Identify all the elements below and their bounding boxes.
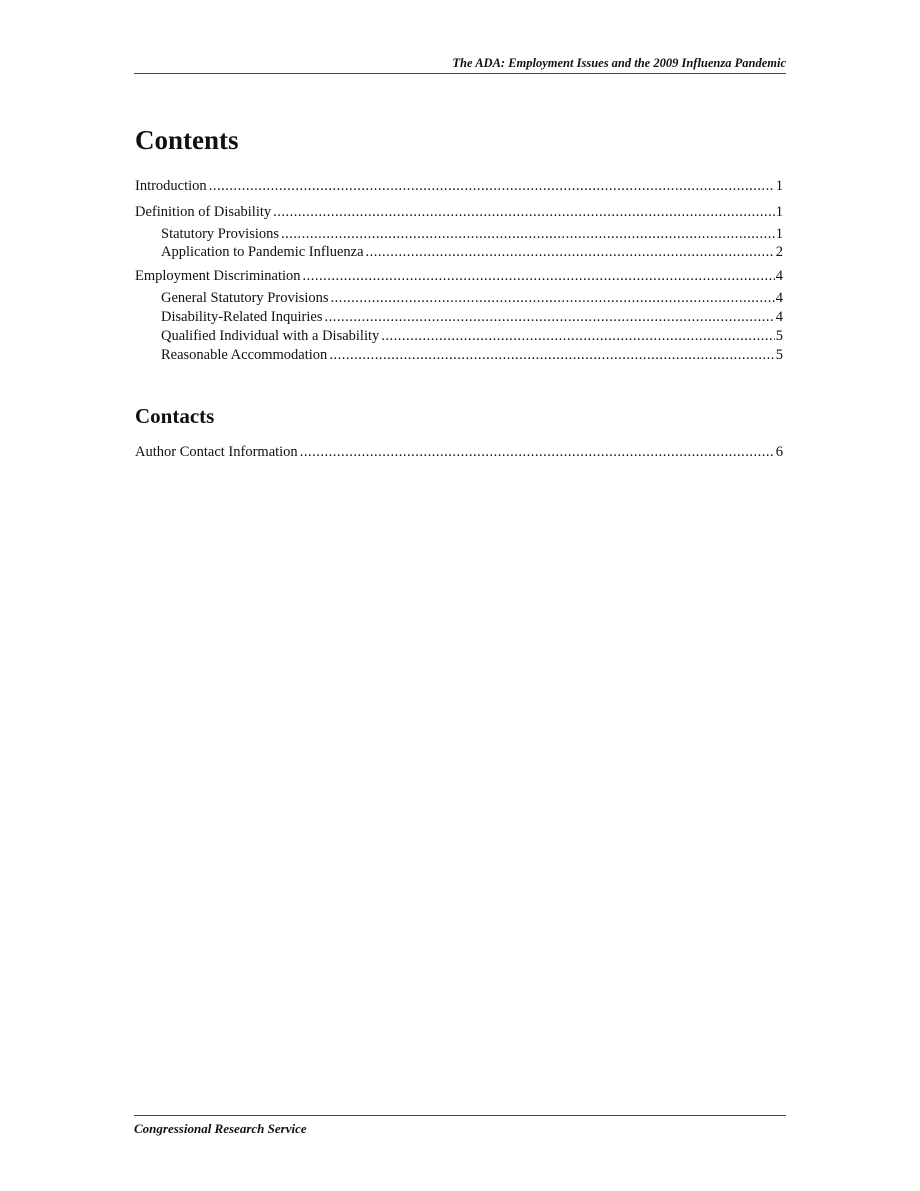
toc-entry-statutory-provisions[interactable] [161,225,783,243]
toc-entry-qualified-individual[interactable] [161,327,783,345]
toc-entry-title: General Statutory Provisions [161,290,329,306]
toc-entry-page: 1 [775,226,783,242]
toc-entry-definition-of-disability[interactable] [135,203,783,221]
dot-leader [366,243,775,261]
dot-leader [273,203,775,221]
toc-entry-page: 4 [775,268,783,284]
toc-entry-introduction[interactable] [135,177,783,195]
toc-entry-title: Author Contact Information [135,444,298,460]
toc-entry-title: Reasonable Accommodation [161,347,328,363]
toc-entry-page: 4 [775,309,783,325]
toc-entry-page: 1 [775,204,783,220]
dot-leader [209,177,775,195]
toc-entry-page: 5 [775,347,783,363]
contents-heading: Contents [135,125,239,155]
toc-entry-page: 5 [775,328,783,344]
dot-leader [331,289,775,307]
toc-entry-general-statutory-provisions[interactable] [161,289,783,307]
running-footer: Congressional Research Service [134,1115,786,1137]
toc-entry-title: Statutory Provisions [161,226,280,242]
running-header: The ADA: Employment Issues and the 2009 Influenza Pandemic [134,55,786,74]
toc-entry-title: Qualified Individual with a Disability [161,328,380,344]
dot-leader [300,443,775,461]
dot-leader [324,308,774,326]
toc-entry-page: 6 [775,444,783,460]
toc-entry-page: 2 [775,244,783,260]
toc-entry-disability-related-inquiries[interactable] [161,308,783,326]
toc-entry-author-contact-information[interactable] [135,443,783,461]
toc-entry-employment-discrimination[interactable] [135,267,783,285]
dot-leader [303,267,775,285]
toc-entry-title: Introduction [135,178,207,194]
toc-entry-reasonable-accommodation[interactable] [161,346,783,364]
toc-entry-application-to-pandemic-influenza[interactable] [161,243,783,261]
dot-leader [281,225,775,243]
dot-leader [329,346,774,364]
toc-entry-title: Application to Pandemic Influenza [161,244,364,260]
toc-entry-title: Definition of Disability [135,204,272,220]
dot-leader [381,327,774,345]
toc-entry-title: Employment Discrimination [135,268,301,284]
toc-entry-page: 1 [775,178,783,194]
toc-entry-title: Disability-Related Inquiries [161,309,323,325]
contacts-heading: Contacts [135,404,215,428]
toc-entry-page: 4 [775,290,783,306]
